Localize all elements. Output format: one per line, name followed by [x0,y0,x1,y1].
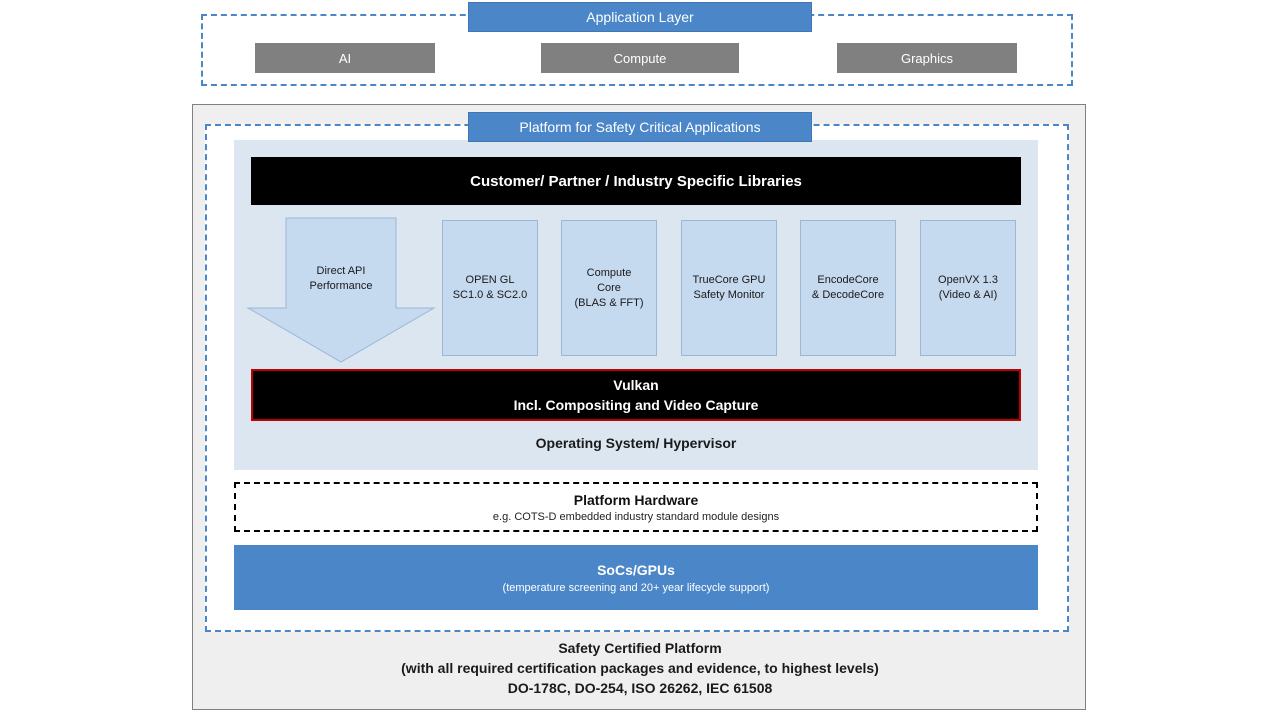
application-layer-banner-label: Application Layer [586,9,694,25]
platform-hardware-subtitle: e.g. COTS-D embedded industry standard module designs [492,510,780,523]
application-item-compute [541,43,739,73]
platform-banner [468,112,812,142]
vulkan-bar [251,369,1021,421]
direct-api-performance-arrow [246,216,436,364]
operating-system-label: Operating System/ Hypervisor [535,435,737,451]
application-item-ai [255,43,435,73]
module-opengl-sc [442,220,538,356]
module-truecore-line1: TrueCore GPU [692,274,766,286]
direct-api-performance-label [246,264,436,294]
module-opengl-line2: SC1.0 & SC2.0 [452,289,528,301]
vulkan-subtitle: Incl. Compositing and Video Capture [513,397,759,413]
footer-line-1: Safety Certified Platform [558,640,722,656]
safety-certified-footer [200,638,1080,698]
application-layer-banner [468,2,812,32]
module-truecore-line2: Safety Monitor [693,289,765,301]
application-item-ai-label: AI [338,50,352,66]
direct-api-line2: Performance [309,280,373,292]
application-item-compute-label: Compute [613,50,667,66]
platform-hardware-box [234,482,1038,532]
module-openvx [920,220,1016,356]
direct-api-line1: Direct API [316,265,366,277]
module-compute-line3: (BLAS & FFT) [574,296,644,309]
module-openvx-line2: (Video & AI) [938,289,998,301]
footer-line-2: (with all required certification packages and evidence, to highest levels) [401,660,879,676]
module-truecore-gpu-safety-monitor [681,220,777,356]
soc-gpu-box [234,545,1038,610]
module-encodecore-line2: & DecodeCore [811,289,885,301]
vulkan-title: Vulkan [613,377,659,393]
libraries-bar [251,157,1021,205]
platform-banner-label: Platform for Safety Critical Applications [519,119,761,135]
module-encode-decode-core [800,220,896,356]
module-encodecore-line1: EncodeCore [817,274,879,286]
application-item-graphics [837,43,1017,73]
module-compute-line2: Core [597,281,621,294]
soc-gpu-title: SoCs/GPUs [597,561,675,578]
module-compute-core [561,220,657,356]
footer-line-3: DO-178C, DO-254, ISO 26262, IEC 61508 [507,680,773,696]
libraries-bar-label: Customer/ Partner / Industry Specific Libraries [470,172,802,190]
application-item-graphics-label: Graphics [900,50,954,66]
soc-gpu-subtitle: (temperature screening and 20+ year lifecycle support) [502,581,770,594]
module-openvx-line1: OpenVX 1.3 [938,274,998,286]
platform-hardware-title: Platform Hardware [573,491,699,508]
module-opengl-line1: OPEN GL [465,274,515,286]
module-compute-line1: Compute [586,266,632,279]
